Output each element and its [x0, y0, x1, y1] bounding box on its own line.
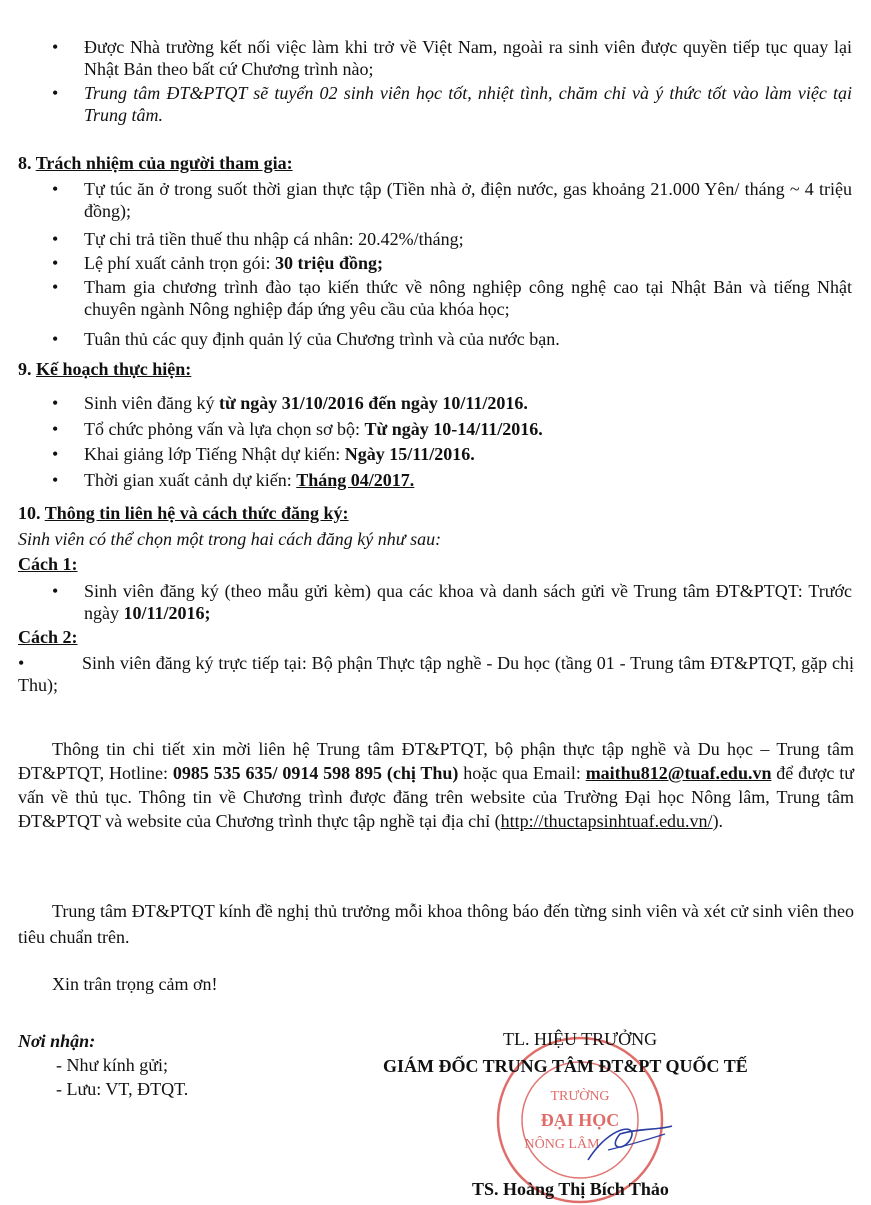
bullet-icon: •: [18, 653, 25, 673]
bullet-icon: •: [52, 179, 59, 199]
stamp-text: TRƯỜNG: [550, 1089, 610, 1104]
date-value: Ngày 15/11/2016.: [344, 444, 475, 464]
bullet-text: [84, 392, 852, 414]
bullet-text: Tự túc ăn ở trong suốt thời gian thực tập (Tiền nhà ở, điện nước, gas khoảng 21.000 Yên/ tháng ~ 4 triệu đồng);: [84, 179, 852, 221]
section-number: 8.: [18, 153, 32, 173]
recipient-line: - Như kính gửi;: [56, 1055, 169, 1075]
email-link[interactable]: maithu812@tuaf.edu.vn: [585, 763, 772, 783]
bullet-text: Sinh viên đăng ký trực tiếp tại: Bộ phận Thực tập nghề - Du học (tầng 01 - Trung tâm ĐT&PTQT, gặp chị Thu);: [18, 653, 854, 695]
bullet-icon: •: [52, 83, 59, 103]
bullet-text: Trung tâm ĐT&PTQT sẽ tuyển 02 sinh viên học tốt, nhiệt tình, chăm chỉ và ý thức tốt vào làm việc tại Trung tâm.: [84, 83, 852, 125]
bullet-text: [84, 252, 852, 274]
date-range: Từ ngày 10-14/11/2016.: [364, 419, 543, 439]
bullet-text: [84, 469, 852, 491]
bullet-item: [52, 418, 852, 440]
signer-name: TS. Hoàng Thị Bích Thảo: [472, 1179, 669, 1199]
bullet-item: [52, 178, 852, 222]
bullet-icon: •: [52, 393, 59, 413]
stamp-text: ĐẠI HỌC: [540, 1110, 620, 1130]
bullet-text: [84, 580, 852, 624]
bullet-item: [52, 328, 852, 350]
bullet-text-plain: Sinh viên đăng ký: [84, 393, 219, 413]
request-paragraph: Trung tâm ĐT&PTQT kính đề nghị thủ trưởng mỗi khoa thông báo đến từng sinh viên và xét cử sinh viên theo tiêu chuẩn trên.: [18, 901, 854, 947]
recipient-line: - Lưu: VT, ĐTQT.: [56, 1079, 189, 1099]
section-number: 9.: [18, 359, 32, 379]
bullet-item: [52, 469, 852, 491]
bullet-text-plain: Thời gian xuất cảnh dự kiến:: [84, 470, 297, 490]
bullet-text: Tuân thủ các quy định quản lý của Chương trình và của nước bạn.: [84, 329, 560, 349]
bullet-item: [52, 36, 852, 80]
bullet-text: Tham gia chương trình đào tạo kiến thức về nông nghiệp công nghệ cao tại Nhật Bản và tiếng Nhật chuyên ngành Nông nghiệp đáp ứng yêu cầu của khóa học;: [84, 277, 852, 319]
bullet-icon: •: [52, 37, 59, 57]
contact-text: để được tư vấn về thủ tục. Thông tin về Chương trình được đăng trên website của Trường Đại học Nông lâm, Trung tâm ĐT&PTQT và website của Chương trình thực tập nghề tại địa chỉ (: [18, 763, 854, 831]
section-number: 10.: [18, 503, 41, 523]
bullet-item: [52, 252, 852, 274]
contact-text: ).: [712, 811, 724, 831]
contact-text: Thông tin chi tiết xin mời liên hệ Trung tâm ĐT&PTQT, bộ phận thực tập nghề và Du học – Trung tâm ĐT&PTQT, Hotline:: [18, 739, 854, 783]
bullet-item: [52, 82, 852, 126]
bullet-item: [52, 392, 852, 414]
bullet-item: [52, 276, 852, 320]
bullet-icon: •: [52, 581, 59, 601]
contact-text: hoặc qua Email:: [458, 763, 586, 783]
thanks-line: Xin trân trọng cảm ơn!: [52, 974, 218, 994]
method-2-label: Cách 2:: [18, 627, 78, 647]
bullet-text: [84, 443, 852, 465]
bullet-icon: •: [52, 444, 59, 464]
bullet-icon: •: [52, 253, 59, 273]
bullet-text: [84, 418, 852, 440]
bullet-icon: •: [52, 277, 59, 297]
bullet-text-plain: Lệ phí xuất cảnh trọn gói:: [84, 253, 275, 273]
deadline: 10/11/2016;: [123, 603, 211, 623]
bullet-text: Được Nhà trường kết nối việc làm khi trở về Việt Nam, ngoài ra sinh viên được quyền tiếp tục quay lại Nhật Bản theo bất cứ Chương trình nào;: [84, 37, 852, 79]
section-title: Kế hoạch thực hiện:: [36, 359, 192, 379]
section-title: Thông tin liên hệ và cách thức đăng ký:: [44, 503, 349, 523]
fee-amount: 30 triệu đồng;: [274, 253, 383, 273]
date-value: Tháng 04/2017.: [296, 470, 415, 490]
bullet-item: [52, 228, 852, 250]
stamp-text: NÔNG LÂM: [524, 1137, 600, 1152]
website-link[interactable]: http://thuctapsinhtuaf.edu.vn/: [500, 811, 713, 831]
bullet-item: [18, 652, 854, 696]
method-1-label: Cách 1:: [18, 554, 78, 574]
signature-position: GIÁM ĐỐC TRUNG TÂM ĐT&PT QUỐC TẾ: [383, 1056, 748, 1076]
section-10-heading: [18, 502, 349, 524]
bullet-item: [52, 443, 852, 465]
hotline: 0985 535 635/ 0914 598 895 (chị Thu): [172, 763, 459, 783]
bullet-icon: •: [52, 329, 59, 349]
bullet-icon: •: [52, 470, 59, 490]
contact-paragraph: [18, 737, 854, 833]
section-9-heading: [18, 358, 191, 380]
bullet-text-plain: Tổ chức phỏng vấn và lựa chọn sơ bộ:: [84, 419, 365, 439]
bullet-icon: •: [52, 419, 59, 439]
recipients-label: Nơi nhận:: [18, 1031, 96, 1051]
bullet-text-plain: Khai giảng lớp Tiếng Nhật dự kiến:: [84, 444, 345, 464]
section-8-heading: [18, 152, 293, 174]
bullet-text-plain: Sinh viên đăng ký (theo mẫu gửi kèm) qua các khoa và danh sách gửi về Trung tâm ĐT&PTQT: Trước ngày: [84, 581, 852, 623]
bullet-text: Tự chi trả tiền thuế thu nhập cá nhân: 20.42%/tháng;: [84, 229, 464, 249]
bullet-icon: •: [52, 229, 59, 249]
signature-title: TL. HIỆU TRƯỞNG: [503, 1029, 658, 1049]
section-title: Trách nhiệm của người tham gia:: [35, 153, 293, 173]
date-range: từ ngày 31/10/2016 đến ngày 10/11/2016.: [219, 393, 528, 413]
bullet-item: [52, 580, 852, 624]
section-intro: Sinh viên có thể chọn một trong hai cách đăng ký như sau:: [18, 529, 442, 549]
